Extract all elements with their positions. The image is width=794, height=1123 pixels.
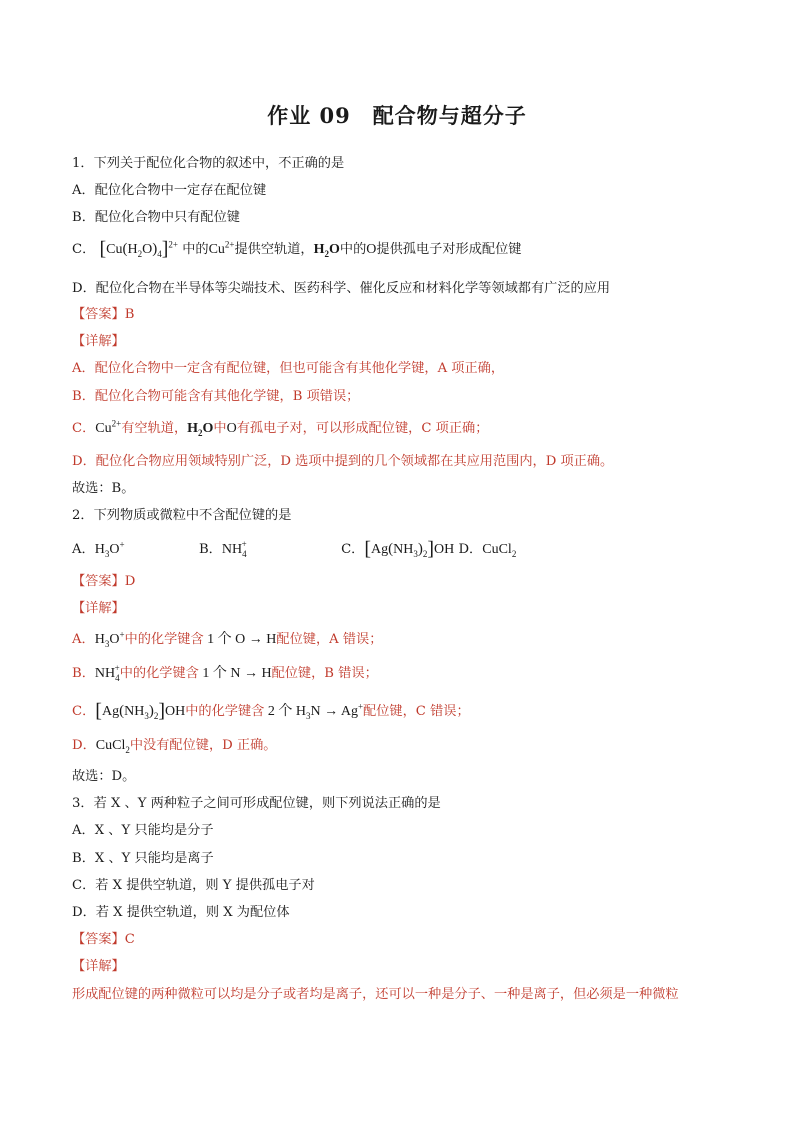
q2-detail-a: A．$H_3O^+$中的化学键含 1 个 O → H配位键，A 错误； [72, 629, 383, 649]
q2-conclusion: 故选：D。 [72, 769, 136, 784]
q2-answer: 【答案】D [72, 574, 136, 589]
q1-option-b: B．配位化合物中只有配位键 [72, 210, 240, 225]
q2-option-c: C．$[Ag(NH_3)_2]OH$ [341, 538, 455, 560]
q2-options [72, 540, 516, 559]
q3-detail-text: 形成配位键的两种微粒可以均是分子或者均是离子，还可以一种是分子、一种是离子，但必须是一种微粒 [72, 987, 679, 1002]
q1-detail-c: C．$Cu^{2+}$有空轨道，$H_2O$中O有孤电子对，可以形成配位键，C 项正确； [72, 418, 489, 438]
page-title [0, 100, 794, 130]
q3-option-b: B．X 、Y 只能均是离子 [72, 851, 214, 866]
q2-stem: 2．下列物质或微粒中不含配位键的是 [72, 508, 292, 523]
q1-option-a: A．配位化合物中一定存在配位键 [72, 183, 267, 198]
q2-option-d: D．CuCl$_2$ [458, 542, 517, 559]
q1-detail-d: D．配位化合物应用领域特别广泛，D 选项中提到的几个领域都在其应用范围内，D 项正确。 [72, 454, 614, 469]
q2-detail-label: 【详解】 [72, 601, 125, 616]
q1-option-d: D．配位化合物在半导体等尖端技术、医药科学、催化反应和材料化学等领域都有广泛的应用 [72, 281, 611, 296]
q2-detail-b: B．$NH_4^+$中的化学键含 1 个 N → H配位键，B 错误； [72, 663, 378, 683]
q2-detail-c: C．$[Ag(NH_3)_2]OH$中的化学键含 2 个 $H_3N \to Ag^+$配位键，C 错误； [72, 700, 470, 722]
q2-option-a: A．$H_3O^+$ [72, 539, 125, 559]
q3-answer: 【答案】C [72, 932, 135, 947]
q1-stem: 1．下列关于配位化合物的叙述中，不正确的是 [72, 156, 345, 171]
title-main: 配合物与超分子 [372, 103, 527, 128]
q2-option-b: B．$NH_4^+$ [198, 539, 247, 559]
title-prefix: 作业 09 [267, 103, 351, 128]
q1-conclusion: 故选：B。 [72, 481, 135, 496]
q3-option-a: A．X 、Y 只能均是分子 [72, 823, 214, 838]
q1-answer: 【答案】B [72, 307, 135, 322]
q1-detail-label: 【详解】 [72, 334, 125, 349]
q3-stem: 3．若 X 、Y 两种粒子之间可形成配位键，则下列说法正确的是 [72, 796, 441, 811]
q2-detail-d: D．CuCl$_2$中没有配位键，D 正确。 [72, 738, 277, 755]
q1-option-c: C． $[Cu(H_2O)_4]^{2+}$ 中的$Cu^{2+}$提供空轨道，$H_2O$中的O提供孤电子对形成配位键 [72, 238, 522, 260]
q1-detail-a: A．配位化合物中一定含有配位键，但也可能含有其他化学键，A 项正确， [72, 361, 505, 376]
q3-detail-label: 【详解】 [72, 959, 125, 974]
q1-detail-b: B．配位化合物可能含有其他化学键，B 项错误； [72, 389, 360, 404]
formula-cu-h2o4: $[Cu(H_2O)_4]^{2+}$ [99, 238, 178, 260]
q3-option-d: D．若 X 提供空轨道，则 X 为配位体 [72, 905, 290, 920]
q3-option-c: C．若 X 提供空轨道，则 Y 提供孤电子对 [72, 878, 315, 893]
